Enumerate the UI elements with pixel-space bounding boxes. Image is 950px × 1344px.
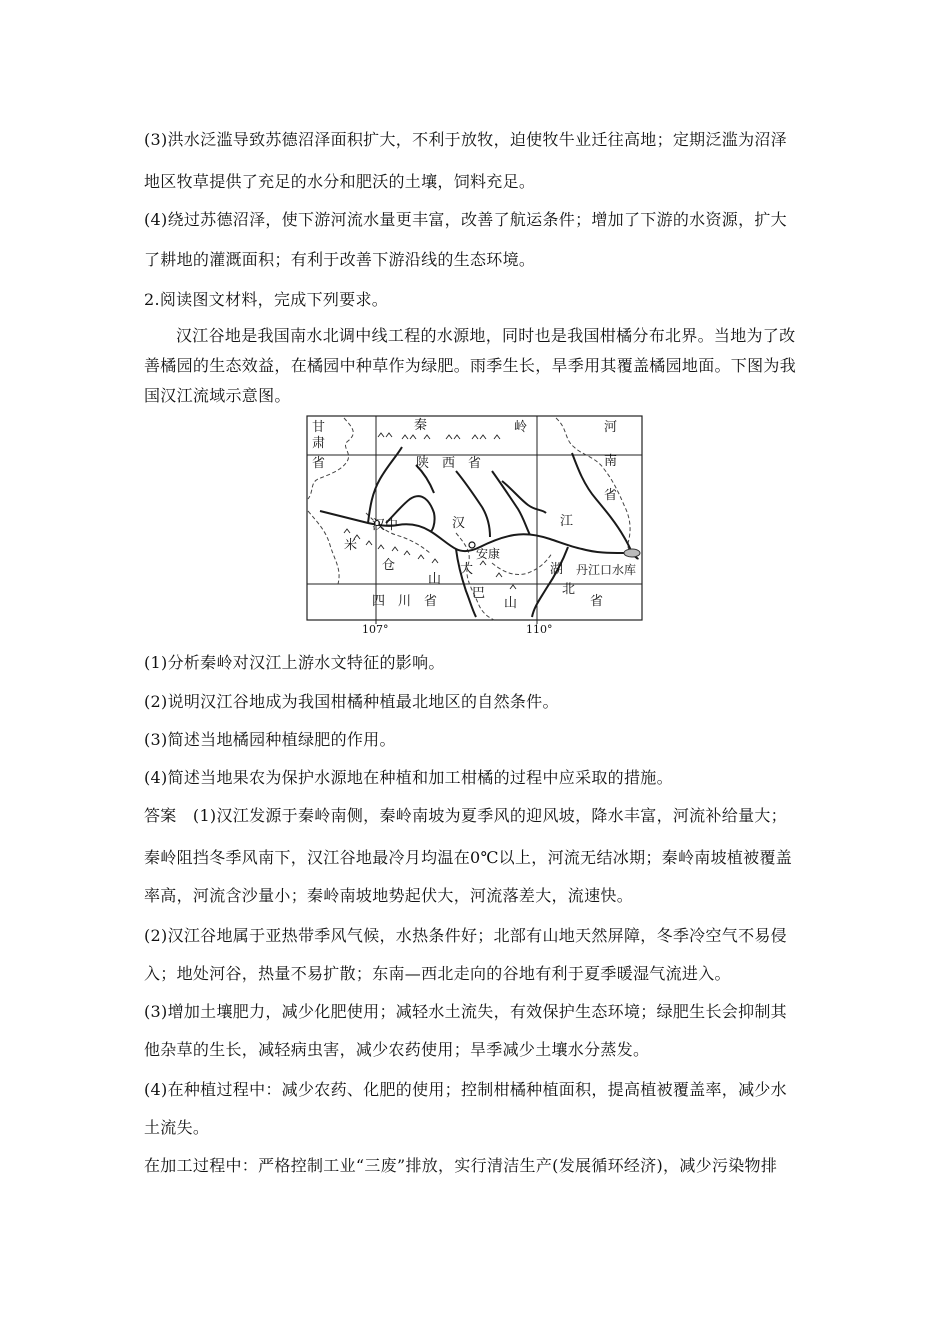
label-gan: 甘 [312,420,326,435]
answer-line: 答案 (1)汉江发源于秦岭南侧，秦岭南坡为夏季风的迎风坡，降水丰富，河流补给量大； [144,806,787,825]
question-heading: 2.阅读图文材料，完成下列要求。 [144,290,389,309]
text-line: 汉江谷地是我国南水北调中线工程的水源地，同时也是我国柑橘分布北界。当地为了改 [176,326,796,345]
label-han: 汉 [452,516,466,531]
answer-line: 率高，河流含沙量小；秦岭南坡地势起伏大，河流落差大，流速快。 [144,886,634,905]
label-sheng-gansu: 省 [312,456,326,471]
answer-line: 在加工过程中：严格控制工业“三废”排放，实行清洁生产(发展循环经济)，减少污染物排 [144,1156,778,1175]
answer-line: 入；地处河谷，热量不易扩散；东南—西北走向的谷地有利于夏季暖湿气流进入。 [144,964,731,983]
label-sichuan: 四 川 省 [372,594,438,609]
label-ba: 巴 [472,586,486,601]
label-mi: 米 [344,538,358,553]
label-qin: 秦 [414,418,428,433]
answer-line: 土流失。 [144,1118,210,1137]
label-shan1: 山 [428,572,442,587]
answer-line: (2)汉江谷地属于亚热带季风气候，水热条件好；北部有山地天然屏障，冬季冷空气不易侵 [144,926,787,945]
hanjiang-basin-map [306,413,644,638]
text-line: 善橘园的生态效益，在橘园中种草作为绿肥。雨季生长，旱季用其覆盖橘园地面。下图为我 [144,356,797,375]
label-shaanxi: 陕 西 省 [416,456,482,471]
label-sheng-hubei: 省 [590,594,604,609]
text-line: (3)洪水泛滥导致苏德沼泽面积扩大，不利于放牧，迫使牧牛业迁往高地；定期泛滥为沼泽 [144,130,787,149]
label-he: 河 [604,420,618,435]
text-line: 地区牧草提供了充足的水分和肥沃的土壤，饲料充足。 [144,172,536,191]
label-shan2: 山 [504,596,518,611]
label-ling: 岭 [514,420,528,435]
label-su: 肃 [312,436,326,451]
text-line: 了耕地的灌溉面积；有利于改善下游沿线的生态环境。 [144,250,536,269]
label-nan: 南 [604,454,618,469]
answer-line: (3)增加土壤肥力，减少化肥使用；减轻水土流失，有效保护生态环境；绿肥生长会抑制其 [144,1002,787,1021]
question-1: (1)分析秦岭对汉江上游水文特征的影响。 [144,653,445,672]
label-ankang: 安康 [476,547,501,561]
label-bei: 北 [562,582,576,597]
label-hanzhong: 汉中 [372,518,399,533]
answer-line: 秦岭阻挡冬季风南下，汉江谷地最冷月均温在0℃以上，河流无结冰期；秦岭南坡植被覆盖 [144,848,793,867]
label-da: 大 [460,562,474,577]
text-line: (4)绕过苏德沼泽，使下游河流水量更丰富，改善了航运条件；增加了下游的水资源，扩大 [144,210,787,229]
label-lon-107: 107° [362,623,389,636]
label-sheng-henan: 省 [604,488,618,503]
label-reservoir: 丹江口水库 [576,563,637,577]
label-jiang: 江 [560,514,574,529]
text-line: 国汉江流域示意图。 [144,386,291,405]
answer-line: (4)在种植过程中：减少农药、化肥的使用；控制柑橘种植面积，提高植被覆盖率，减少水 [144,1080,787,1099]
label-hu: 湖 [550,562,564,577]
question-4: (4)简述当地果农为保护水源地在种植和加工柑橘的过程中应采取的措施。 [144,768,673,787]
label-lon-110: 110° [526,623,553,636]
question-3: (3)简述当地橘园种植绿肥的作用。 [144,730,396,749]
question-2: (2)说明汉江谷地成为我国柑橘种植最北地区的自然条件。 [144,692,559,711]
label-cang: 仓 [382,558,396,573]
answer-line: 他杂草的生长，减轻病虫害，减少农药使用；旱季减少土壤水分蒸发。 [144,1040,650,1059]
